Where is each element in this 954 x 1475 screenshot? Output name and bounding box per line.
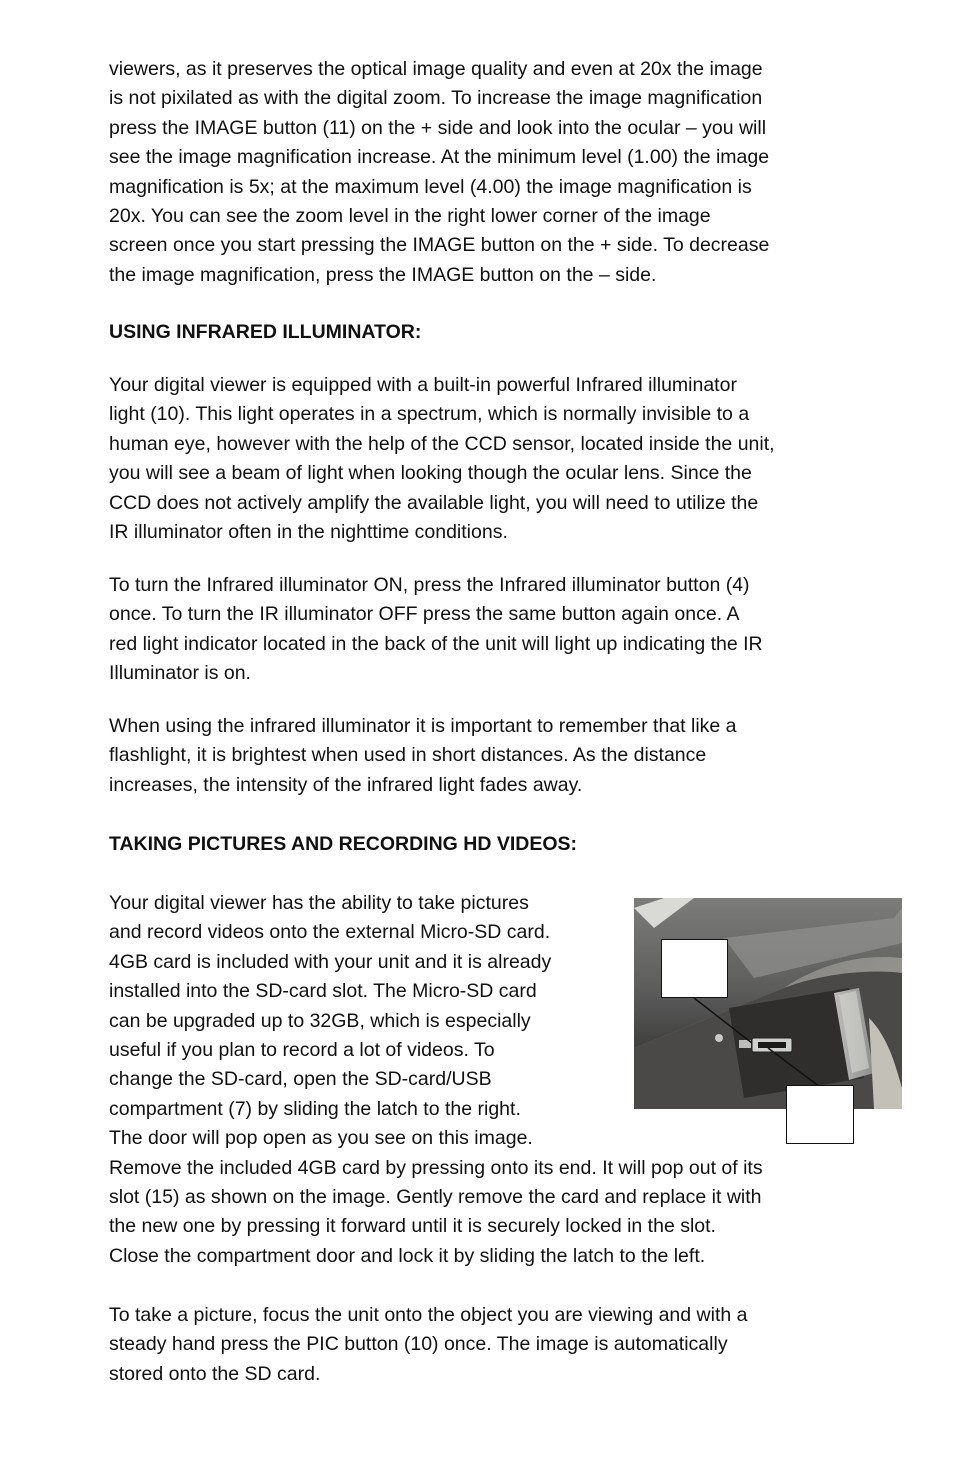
text-line: compartment (7) by sliding the latch to the right. bbox=[109, 1097, 521, 1120]
text-line: see the image magnification increase. At the minimum level (1.00) the image bbox=[109, 146, 770, 169]
sd-compartment-photo bbox=[634, 898, 902, 1109]
text-line: you will see a beam of light when looking though the ocular lens. Since the bbox=[109, 462, 752, 485]
text-line: is not pixilated as with the digital zoom. To increase the image magnification bbox=[109, 87, 763, 110]
ir-distance-paragraph bbox=[109, 712, 879, 800]
text-line: screen once you start pressing the IMAGE button on the + side. To decrease bbox=[109, 234, 770, 257]
text-line: IR illuminator often in the nighttime conditions. bbox=[109, 521, 508, 544]
text-line: change the SD-card, open the SD-card/USB bbox=[109, 1068, 492, 1091]
text-line: and record videos onto the external Micro-SD card. bbox=[109, 921, 551, 944]
text-line: To turn the Infrared illuminator ON, press the Infrared illuminator button (4) bbox=[109, 574, 750, 596]
text-line: can be upgraded up to 32GB, which is especially bbox=[109, 1009, 531, 1032]
take-picture-paragraph bbox=[109, 1301, 879, 1389]
section-heading-infrared: USING INFRARED ILLUMINATOR: bbox=[109, 321, 422, 343]
text-line: The door will pop open as you see on this image. bbox=[109, 1127, 533, 1150]
text-line: increases, the intensity of the infrared light fades away. bbox=[109, 773, 583, 796]
ir-intro-paragraph bbox=[109, 371, 879, 547]
text-line: red light indicator located in the back of the unit will light up indicating the IR bbox=[109, 632, 763, 655]
text-line: Illuminator is on. bbox=[109, 662, 251, 685]
text-line: Remove the included 4GB card by pressing onto its end. It will pop out of its bbox=[109, 1156, 763, 1179]
text-line: the image magnification, press the IMAGE button on the – side. bbox=[109, 263, 657, 286]
text-line: slot (15) as shown on the image. Gently remove the card and replace it with bbox=[109, 1186, 762, 1209]
text-line: When using the infrared illuminator it is important to remember that like a bbox=[109, 715, 737, 737]
text-line: light (10). This light operates in a spectrum, which is normally invisible to a bbox=[109, 403, 750, 426]
text-line: press the IMAGE button (11) on the + side and look into the ocular – you will bbox=[109, 116, 767, 139]
text-line: flashlight, it is brightest when used in short distances. As the distance bbox=[109, 744, 707, 767]
device-illustration bbox=[634, 898, 902, 1109]
callout-label-box-bottom bbox=[786, 1085, 854, 1144]
text-line: To take a picture, focus the unit onto the object you are viewing and with a bbox=[109, 1304, 748, 1326]
ir-toggle-paragraph bbox=[109, 571, 879, 689]
text-line: human eye, however with the help of the CCD sensor, located inside the unit, bbox=[109, 432, 775, 455]
text-line: CCD does not actively amplify the available light, you will need to utilize the bbox=[109, 491, 759, 514]
section-heading-pictures-videos: TAKING PICTURES AND RECORDING HD VIDEOS: bbox=[109, 833, 578, 855]
text-line: viewers, as it preserves the optical image quality and even at 20x the image bbox=[109, 58, 763, 80]
text-line: Close the compartment door and lock it by sliding the latch to the left. bbox=[109, 1244, 706, 1267]
text-line: magnification is 5x; at the maximum level (4.00) the image magnification is bbox=[109, 175, 752, 198]
text-line: stored onto the SD card. bbox=[109, 1362, 321, 1385]
text-line: 4GB card is included with your unit and it is already bbox=[109, 950, 552, 973]
text-line: steady hand press the PIC button (10) once. The image is automatically bbox=[109, 1333, 728, 1356]
callout-label-box-top bbox=[661, 939, 728, 998]
text-line: the new one by pressing it forward until it is securely locked in the slot. bbox=[109, 1215, 716, 1238]
text-line: Your digital viewer is equipped with a built-in powerful Infrared illuminator bbox=[109, 374, 737, 396]
text-line: 20x. You can see the zoom level in the right lower corner of the image bbox=[109, 205, 711, 228]
text-line: useful if you plan to record a lot of videos. To bbox=[109, 1039, 495, 1062]
text-line: once. To turn the IR illuminator OFF press the same button again once. A bbox=[109, 603, 740, 626]
zoom-paragraph bbox=[109, 55, 879, 290]
text-line: Your digital viewer has the ability to take pictures bbox=[109, 892, 529, 914]
text-line: installed into the SD-card slot. The Micro-SD card bbox=[109, 980, 537, 1003]
